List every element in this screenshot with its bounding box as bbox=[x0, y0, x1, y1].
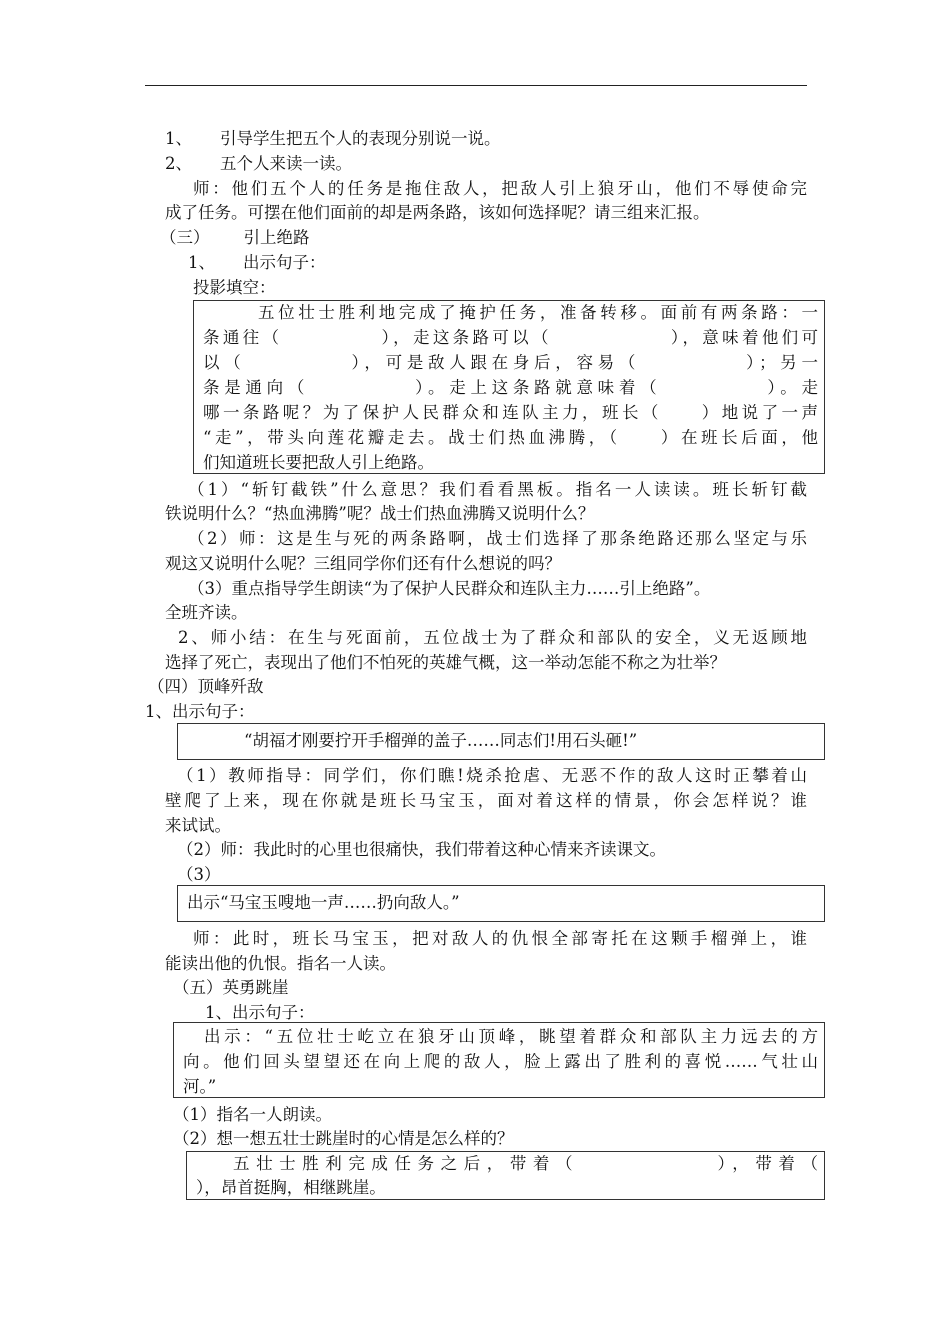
box-line: 哪一条路呢？为了保护人民群众和连队主力，班长（ ）地说了一声 bbox=[203, 403, 818, 422]
question-line: （2）想一想五壮士跳崖时的心情是怎么样的？ bbox=[173, 1129, 514, 1148]
header-rule bbox=[145, 85, 807, 86]
teacher-line: 能读出他的仇恨。指名一人读。 bbox=[165, 954, 396, 973]
question-line: （3） bbox=[177, 865, 221, 884]
summary-line: 2、师小结：在生与死面前，五位战士为了群众和部队的安全，义无返顾地 bbox=[178, 628, 807, 647]
question-line: 铁说明什么？“热血沸腾”呢？战士们热血沸腾又说明什么？ bbox=[165, 504, 595, 523]
list-item-1 bbox=[165, 127, 501, 152]
box-line: 五位壮士胜利地完成了掩护任务，准备转移。面前有两条路：一 bbox=[258, 303, 818, 322]
box-line: 们知道班长要把敌人引上绝路。 bbox=[203, 453, 434, 472]
summary-line: 选择了死亡，表现出了他们不怕死的英雄气概，这一举动怎能不称之为壮举？ bbox=[165, 653, 726, 672]
section-heading-4: （四）顶峰歼敌 bbox=[148, 677, 264, 696]
box-line: 条通往（ ），走这条路可以（ ），意味着他们可 bbox=[203, 328, 818, 347]
section5-item-1: 1、出示句子： bbox=[205, 1003, 315, 1022]
quote-box bbox=[177, 723, 825, 760]
fill-in-box bbox=[193, 300, 825, 474]
box-line: 以（ ），可是敌人跟在身后，容易（ ）；另一 bbox=[203, 353, 818, 372]
list-item-number: 2、 bbox=[165, 154, 192, 173]
question-line: （1）“斩钉截铁”什么意思？我们看看黑板。指名一人读读。班长斩钉截 bbox=[188, 480, 807, 499]
quote-line: 出示：“五位壮士屹立在狼牙山顶峰，眺望着群众和部队主力远去的方 bbox=[204, 1027, 818, 1046]
teacher-para-line: 师：他们五个人的任务是拖住敌人，把敌人引上狼牙山，他们不辱使命完 bbox=[193, 179, 807, 198]
section-number: （三） bbox=[160, 228, 210, 247]
quote-box bbox=[177, 885, 825, 922]
projection-label: 投影填空： bbox=[193, 278, 276, 297]
teacher-para-line: 成了任务。可摆在他们面前的却是两条路，该如何选择呢？请三组来汇报。 bbox=[165, 203, 710, 222]
quote-line: 向。他们回头望望还在向上爬的敌人，脸上露出了胜利的喜悦……气壮山 bbox=[183, 1052, 818, 1071]
box-line: “走”，带头向莲花瓣走去。战士们热血沸腾，（ ）在班长后面，他 bbox=[203, 428, 818, 447]
question-line: （2）师：这是生与死的两条路啊，战士们选择了那条绝路还那么坚定与乐 bbox=[188, 529, 807, 548]
list-item-text: 引导学生把五个人的表现分别说一说。 bbox=[220, 129, 501, 148]
quote-box bbox=[173, 1022, 825, 1098]
section3-item-1 bbox=[188, 251, 326, 276]
quote-line: 河。” bbox=[183, 1077, 217, 1096]
question-line: 来试试。 bbox=[165, 816, 231, 835]
quote-text: “胡福才刚要拧开手榴弹的盖子……同志们!用石头砸!” bbox=[244, 731, 638, 750]
question-line: （1）指名一人朗读。 bbox=[173, 1105, 332, 1124]
question-line: （1）教师指导：同学们，你们瞧!烧杀抢虐、无恶不作的敌人这时正攀着山 bbox=[177, 766, 807, 785]
section-heading-5: （五）英勇跳崖 bbox=[173, 978, 289, 997]
list-item-number: 1、 bbox=[165, 129, 192, 148]
quote-text: 出示“马宝玉嗖地一声……扔向敌人。” bbox=[187, 893, 460, 912]
section-title: 引上绝路 bbox=[243, 228, 310, 247]
question-line: 全班齐读。 bbox=[165, 603, 248, 622]
section4-item-1: 1、出示句子： bbox=[145, 702, 255, 721]
box-line: 五壮士胜利完成任务之后，带着（ ），带着（ bbox=[233, 1154, 818, 1173]
item-number: 1、 bbox=[188, 253, 215, 272]
box-line: 条是通向（ ）。走上这条路就意味着（ ）。走 bbox=[203, 378, 818, 397]
question-line: 观这又说明什么呢？三组同学你们还有什么想说的吗？ bbox=[165, 554, 561, 573]
list-item-text: 五个人来读一读。 bbox=[220, 154, 352, 173]
item-text: 出示句子： bbox=[243, 253, 326, 272]
question-line: （3）重点指导学生朗读“为了保护人民群众和连队主力……引上绝路”。 bbox=[188, 579, 711, 598]
question-line: （2）师：我此时的心里也很痛快，我们带着这种心情来齐读课文。 bbox=[177, 840, 666, 859]
box-line: ），昂首挺胸，相继跳崖。 bbox=[196, 1178, 386, 1197]
list-item-2 bbox=[165, 152, 352, 177]
fill-in-box bbox=[186, 1151, 825, 1200]
teacher-line: 师：此时，班长马宝玉，把对敌人的仇恨全部寄托在这颗手榴弹上，谁 bbox=[193, 929, 807, 948]
section-heading-3 bbox=[160, 226, 310, 251]
question-line: 壁爬了上来，现在你就是班长马宝玉，面对着这样的情景，你会怎样说？谁 bbox=[165, 791, 807, 810]
